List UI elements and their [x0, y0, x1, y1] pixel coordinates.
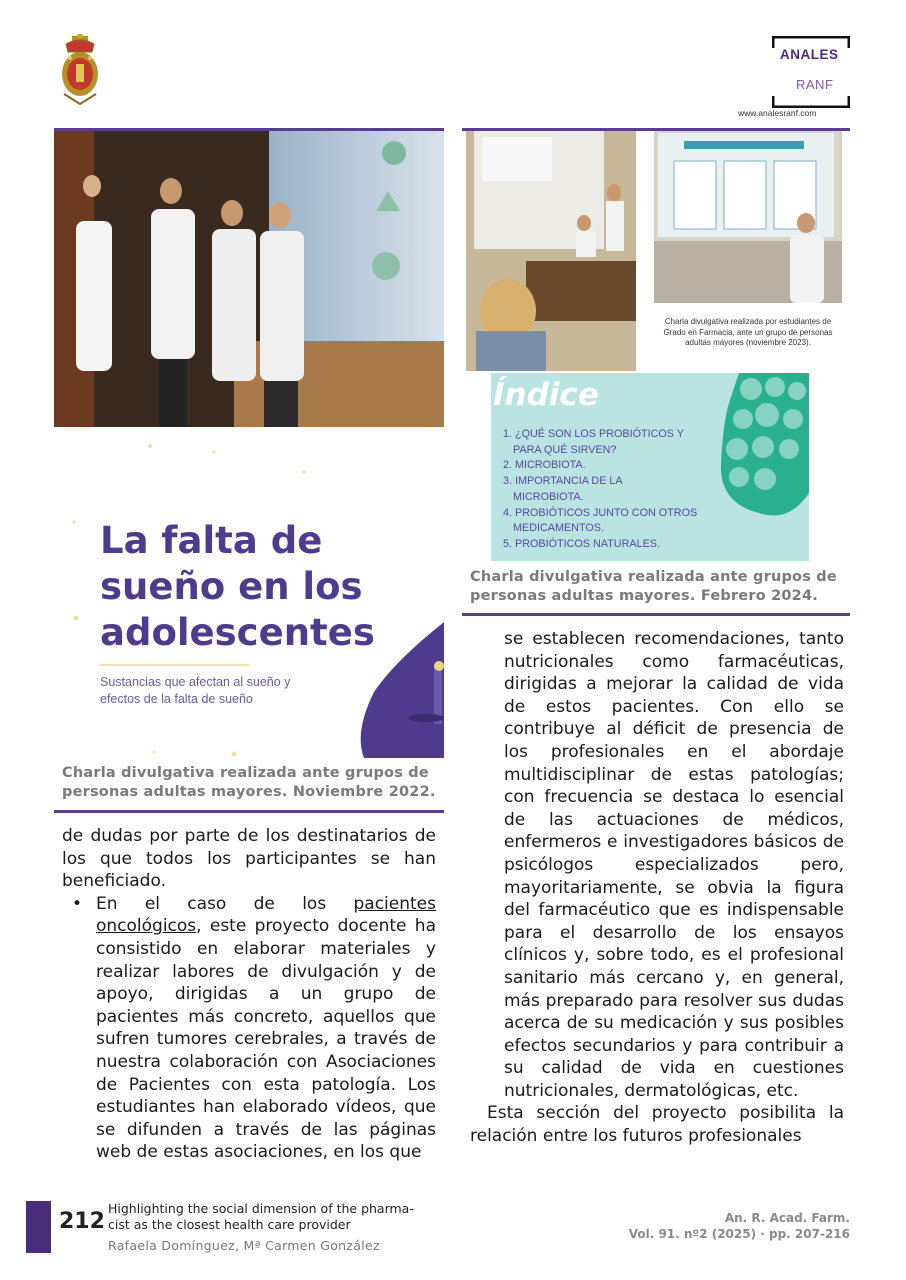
indice-list	[503, 427, 728, 553]
bullet-oncology: • En el caso de los pacientes oncológicos, este proyecto docente ha consistido en elaborar materiales y realizar labores de divulgación y de apoyo, dirigidas a un grupo de pacientes más concreto, aquellos que sufren tumores cerebrales, a través de nuestra colaboración con Asociaciones de Pacientes con esta patología. Los estudiantes han elaborado vídeos, que se difunden a través de las páginas web de estas asociaciones, en los que	[72, 893, 436, 1163]
indice-item: 2. MICROBIOTA.	[503, 459, 586, 472]
intro-paragraph: de dudas por parte de los destinatarios de los que todos los participantes se han beneficiado.	[62, 826, 436, 892]
left-column-text	[62, 825, 436, 1164]
logo-anales-text: ANALES	[780, 47, 839, 62]
bullet-list	[62, 893, 436, 1164]
left-caption-rule	[54, 810, 444, 813]
footer-authors: Rafaela Domínguez, Mª Carmen González	[108, 1238, 380, 1253]
academy-crest	[56, 34, 104, 106]
right-caption-rule	[462, 613, 850, 616]
caption-photo-2023: Charla divulgativa realizada por estudiantes de Grado en Farmacia, ante un grupo de personas adultas mayores (noviembre 2023).	[663, 317, 833, 347]
indice-item: 5. PROBIÓTICOS NATURALES.	[503, 537, 660, 550]
indice-title: Índice	[493, 377, 599, 413]
section-paragraph: Esta sección del proyecto posibilita la relación entre los futuros profesionales	[470, 1103, 844, 1147]
caption-left: Charla divulgativa realizada ante grupos de personas adultas mayores. Noviembre 2022.	[62, 765, 436, 800]
caption-indice: Charla divulgativa realizada ante grupos de personas adultas mayores. Febrero 2024.	[470, 569, 837, 604]
photo-audience-lecture	[466, 131, 636, 371]
photo-student-slide	[654, 131, 842, 303]
logo-ranf-text: RANF	[796, 77, 834, 92]
page-number: 212	[59, 1209, 105, 1234]
slide-title: La falta de sueño en los adolescentes	[100, 519, 375, 654]
footer-article-title: Highlighting the social dimension of the pharma- cist as the closest health care provider	[108, 1201, 414, 1232]
website-link[interactable]: www.analesranf.com	[738, 108, 817, 118]
oncology-link[interactable]: pacientes oncológicos	[96, 893, 436, 937]
indice-slide	[491, 373, 809, 561]
indice-item: 3. IMPORTANCIA DE LA MICROBIOTA.	[503, 475, 623, 503]
indice-item: 4. PROBIÓTICOS JUNTO CON OTROS MEDICAMENTOS.	[503, 506, 698, 535]
right-column-text	[470, 628, 844, 1148]
bullet-dot-icon: •	[72, 893, 83, 914]
footer-accent-bar	[26, 1201, 51, 1253]
continued-paragraph: se establecen recomendaciones, tanto nutricionales como farmacéuticas, dirigidas a mejorar la calidad de vida de estos pacientes. Con ello se contribuye al déficit de presencia de los profesionales en el abordaje multidisciplinar de estas patologías; con frecuencia se destaca lo esencial de las actuaciones de médicos, enfermeros e investigadores básicos de psicólogos especializados pero, mayoritariamente, se obvia la figura del farmacéutico que es indispensable para el desarrollo de los ensayos clínicos y, sobre todo, es el profesional sanitario más cercano y, en general, más preparado para resolver sus dudas acerca de su medicación y sus posibles efectos secundarios y para contribuir a su calidad de vida en cuestiones nutricionales, dermatológicas, etc.	[504, 629, 844, 1101]
photo-students-presenting	[54, 131, 444, 427]
footer-citation: An. R. Acad. Farm. Vol. 91. nº2 (2025) · pp. 207-216	[628, 1211, 850, 1241]
slide-subtitle: Sustancias que afectan al sueño y efectos de la falta de sueño	[100, 675, 291, 706]
indice-item: 1. ¿QUÉ SON LOS PROBIÓTICOS Y PARA QUÉ SIRVEN?	[503, 428, 684, 456]
sleep-slide	[54, 432, 444, 758]
